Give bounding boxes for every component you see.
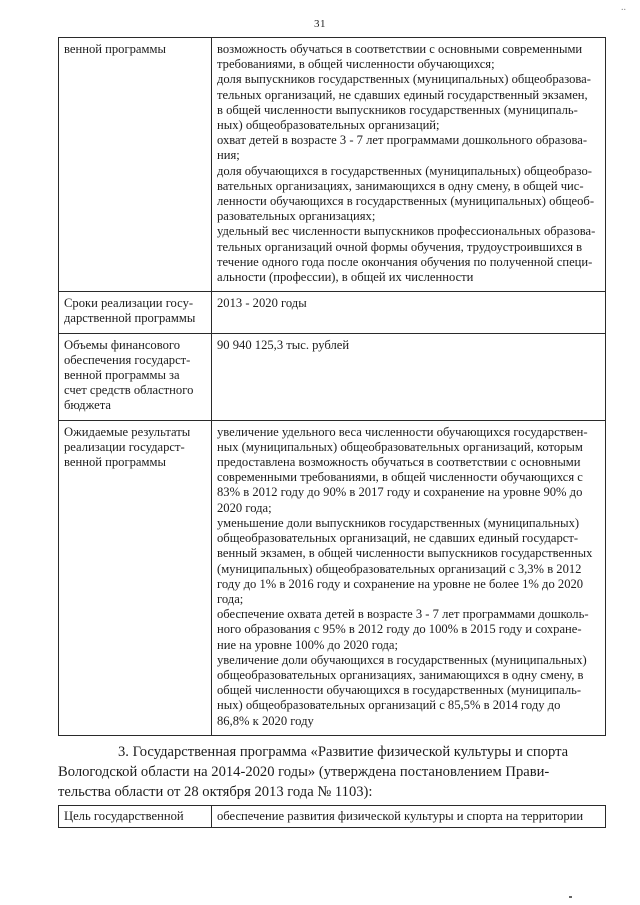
row-label <box>59 292 212 333</box>
label-line: реализации государст- <box>64 439 185 454</box>
value-line: ных (муниципальных) общеобразовательных организаций, которым <box>217 439 583 454</box>
value-line: (муниципальных) общеобразовательных организаций с 3,3% в 2012 <box>217 561 582 576</box>
passport-table <box>58 37 606 736</box>
value-line: 90 940 125,3 тыс. рублей <box>217 337 350 352</box>
value-line: 83% в 2012 году до 90% в 2017 году и сохранение на уровне 90% до <box>217 485 583 500</box>
section-line: 3. Государственная программа «Развитие физической культуры и спорта <box>118 744 569 760</box>
value-line: предоставлена возможность обучаться в соответствии с основными <box>217 455 581 470</box>
value-line: современными требованиями, в общей численности обучающихся с <box>217 470 583 485</box>
table-row <box>59 292 606 333</box>
value-line: охват детей в возрасте 3 - 7 лет программами дошкольного образова- <box>217 133 588 148</box>
value-line: возможность обучаться в соответствии с основными современными <box>217 42 583 56</box>
value-line: 2013 - 2020 годы <box>217 296 307 311</box>
value-line: венный экзамен, в общей численности выпускников государственных <box>217 546 593 561</box>
value-line: ленности обучающихся в государственных (муниципальных) общеоб- <box>217 194 595 209</box>
section-line: Вологодской области на 2014-2020 годы» (утверждена постановлением Прави- <box>58 763 550 780</box>
value-line: требованиями, в общей численности обучающихся; <box>217 57 495 72</box>
label-line: венной программы <box>64 455 166 470</box>
value-line: ных) общеобразовательных организаций; <box>217 118 440 133</box>
table-row <box>59 420 606 735</box>
value-line: тельных организаций очной формы обучения, трудоустроившихся в <box>217 239 583 254</box>
label-line: обеспечения государст- <box>64 352 191 367</box>
row-label <box>59 420 212 735</box>
label-line: Ожидаемые результаты <box>64 424 191 439</box>
value-line: в общей численности выпускников государственных (муниципаль- <box>217 102 578 117</box>
label-line: дарственной программы <box>64 311 196 326</box>
table-row <box>59 806 606 828</box>
label-line: Объемы финансового <box>64 337 181 352</box>
value-line: общеобразовательных организациях, занимающихся в одну смену, в <box>217 667 584 682</box>
label-line: Сроки реализации госу- <box>64 296 194 311</box>
label-line: венной программы за <box>64 368 180 383</box>
value-line: обеспечение охвата детей в возрасте 3 - 7 лет программами дошколь- <box>217 607 589 622</box>
value-line: ние на уровне 100% до 2020 года; <box>217 637 399 652</box>
row-value <box>212 38 606 292</box>
value-line: вательных организациях, занимающихся в одну смену, в общей чис- <box>217 178 584 193</box>
label-line: венной программы <box>64 42 166 56</box>
value-line: течение одного года после окончания обучения по полученной специ- <box>217 254 593 269</box>
value-line: общей численности обучающихся в государственных (муниципаль- <box>217 683 582 698</box>
row-value: обеспечение развития физической культуры и спорта на территории <box>212 806 606 828</box>
row-label <box>59 38 212 292</box>
table-row <box>59 333 606 420</box>
section-heading-paragraph <box>58 743 606 802</box>
row-label <box>59 333 212 420</box>
value-line: года; <box>217 591 244 606</box>
corner-mark: .. <box>621 2 626 13</box>
value-line: году до 1% в 2016 году и сохранение на уровне не более 1% до 2020 <box>217 576 584 591</box>
next-program-table <box>58 805 606 828</box>
value-line: ния; <box>217 148 240 163</box>
value-line: доля обучающихся в государственных (муниципальных) общеобразо- <box>217 163 592 178</box>
table-row <box>59 38 606 292</box>
value-line: тельных организаций, не сдавших единый государственный экзамен, <box>217 87 588 102</box>
value-line: увеличение удельного веса численности обучающихся государствен- <box>217 424 588 439</box>
value-line: уменьшение доли выпускников государственных (муниципальных) <box>217 515 580 530</box>
value-line: 86,8% к 2020 году <box>217 713 314 728</box>
row-value <box>212 292 606 333</box>
label-line: бюджета <box>64 398 111 413</box>
value-line: общеобразовательных организаций, не сдавших единый государст- <box>217 531 579 546</box>
value-line: альности (профессии), в общей их численности <box>217 270 474 285</box>
label-line: счет средств областного <box>64 383 194 398</box>
page-number: 31 <box>314 18 326 30</box>
value-line: ного образования с 95% в 2012 году до 100% в 2015 году и сохране- <box>217 622 582 637</box>
row-label: Цель государственной <box>59 806 212 828</box>
value-line: удельный вес численности выпускников профессиональных образова- <box>217 224 596 239</box>
value-line: увеличение доли обучающихся в государственных (муниципальных) <box>217 652 587 667</box>
row-value <box>212 333 606 420</box>
section-line: тельства области от 28 октября 2013 года № 1103): <box>58 783 373 800</box>
scan-speck <box>569 896 572 898</box>
value-line: ных) общеобразовательных организаций с 85,5% в 2014 году до <box>217 698 561 713</box>
value-line: разовательных организациях; <box>217 209 376 224</box>
value-line: доля выпускников государственных (муниципальных) общеобразова- <box>217 72 591 87</box>
row-value <box>212 420 606 735</box>
value-line: 2020 года; <box>217 500 272 515</box>
